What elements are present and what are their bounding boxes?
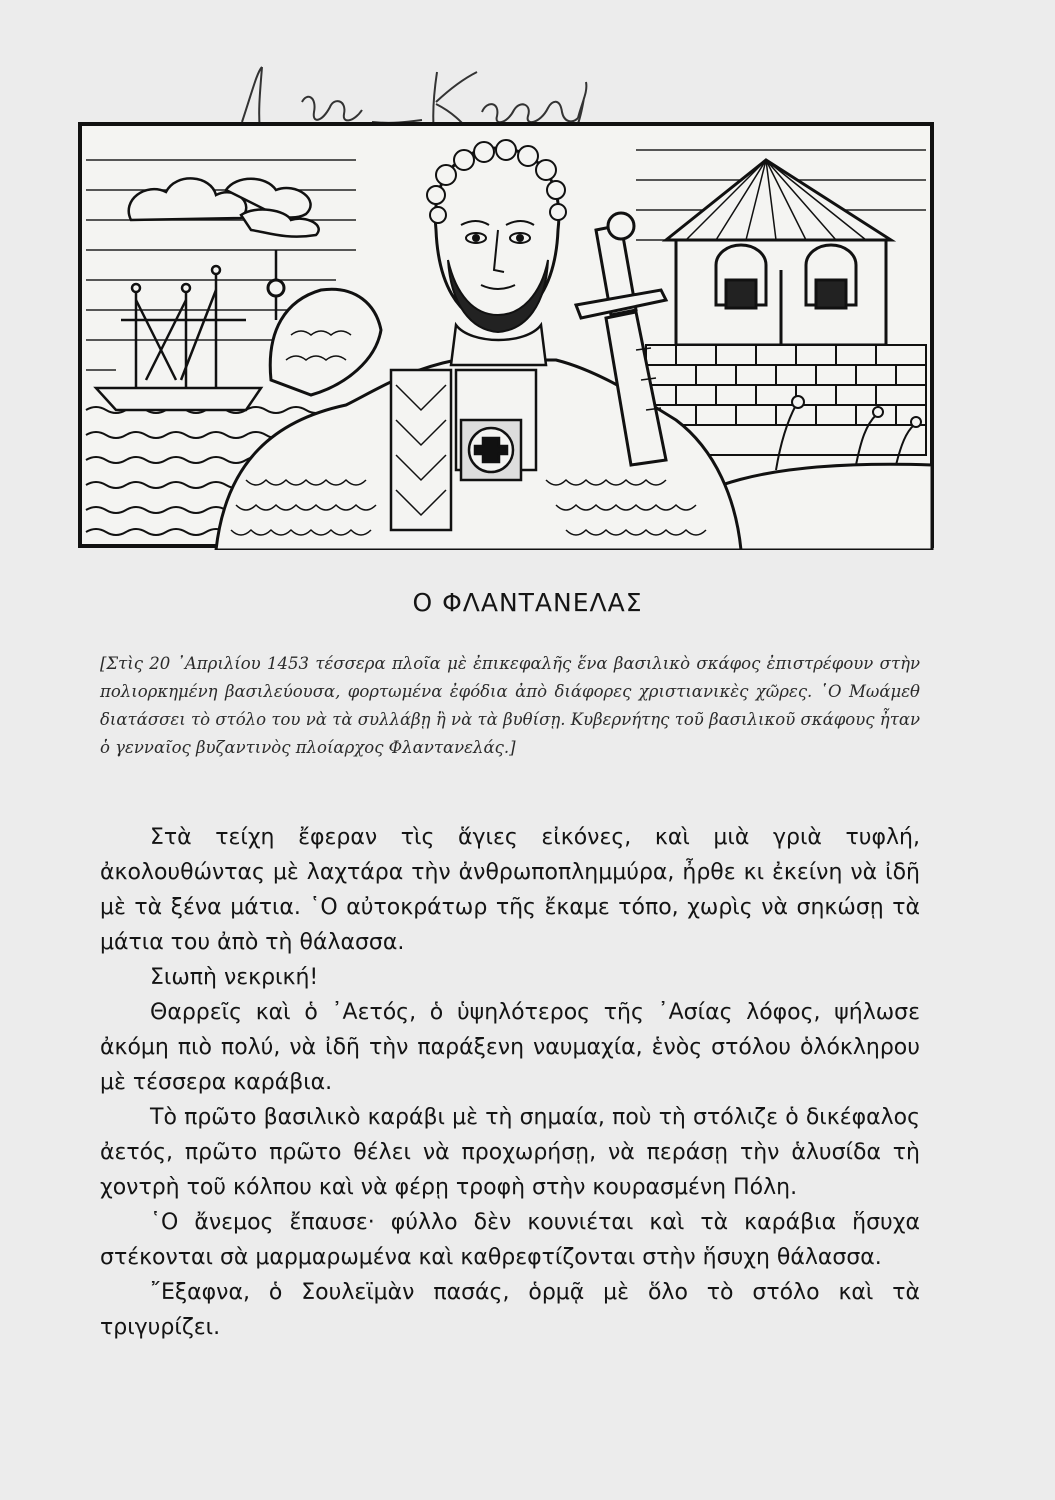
paragraph: Τὸ πρῶτο βασιλικὸ καράβι μὲ τὴ σημαία, ποὺ τὴ στόλιζε ὁ δικέφαλος ἀετός, πρῶτο πρῶτο θέλει νὰ προχωρήσῃ, νὰ περάσῃ τὴν ἁλυσίδα τὴ χοντρὴ τοῦ κόλπου καὶ νὰ φέρῃ τροφὴ στὴν κουρασμένη Πόλη. <box>100 1105 920 1200</box>
chapter-title: Ο ΦΛΑΝΤΑΝΕΛΑΣ <box>412 588 643 617</box>
main-text <box>100 820 920 1345</box>
paragraph: Θαρρεῖς καὶ ὁ ᾿Αετός, ὁ ὑψηλότερος τῆς ᾿Ασίας λόφος, ψήλωσε ἀκόμη πιὸ πολύ, νὰ ἰδῆ τὴν παράξενη ναυμαχία, ἑνὸς στόλου ὁλόκληρου μὲ τέσσερα καράβια. <box>100 1000 920 1095</box>
paragraph: ῾Ο ἄνεμος ἔπαυσε· φύλλο δὲν κουνιέται καὶ τὰ καράβια ἥσυχα στέκονται σὰ μαρμαρωμένα καὶ καθρεφτίζονται στὴν ἥσυχη θάλασσα. <box>100 1210 920 1270</box>
intro-note: [Στὶς 20 ᾿Απριλίου 1453 τέσσερα πλοῖα μὲ ἐπικεφαλῆς ἕνα βασιλικὸ σκάφος ἐπιστρέφουν στὴν πολιορκημένη βασιλεύουσα, φορτωμένα ἐφόδια ἀπὸ διάφορες χριστιανικὲς χῶρες. ῾Ο Μωάμεθ διατάσσει τὸ στόλο του νὰ τὰ συλλάβῃ ἢ νὰ τὰ βυθίσῃ. Κυβερνήτης τοῦ βασιλικοῦ σκάφους ἦταν ὁ γενναῖος βυζαντινὸς πλοίαρχος Φλαντανελάς.] <box>100 654 920 757</box>
paragraph: ῎Εξαφνα, ὁ Σουλεϊμὰν πασάς, ὁρμᾷ μὲ ὅλο τὸ στόλο καὶ τὰ τριγυρίζει. <box>100 1280 920 1340</box>
paragraph: Σιωπὴ νεκρική! <box>150 965 319 990</box>
paragraph: Στὰ τείχη ἔφεραν τὶς ἅγιες εἰκόνες, καὶ μιὰ γριὰ τυφλή, ἀκολουθώντας μὲ λαχτάρα τὴν ἀνθρωποπλημμύρα, ἦρθε κι ἐκείνη νὰ ἰδῆ μὲ τὰ ξένα μάτια. ῾Ο αὐτοκράτωρ τῆς ἔκαμε τόπο, χωρὶς νὰ σηκώσῃ τὰ μάτια του ἀπὸ τὴ θάλασσα. <box>100 825 920 955</box>
woodcut-illustration <box>76 120 936 550</box>
